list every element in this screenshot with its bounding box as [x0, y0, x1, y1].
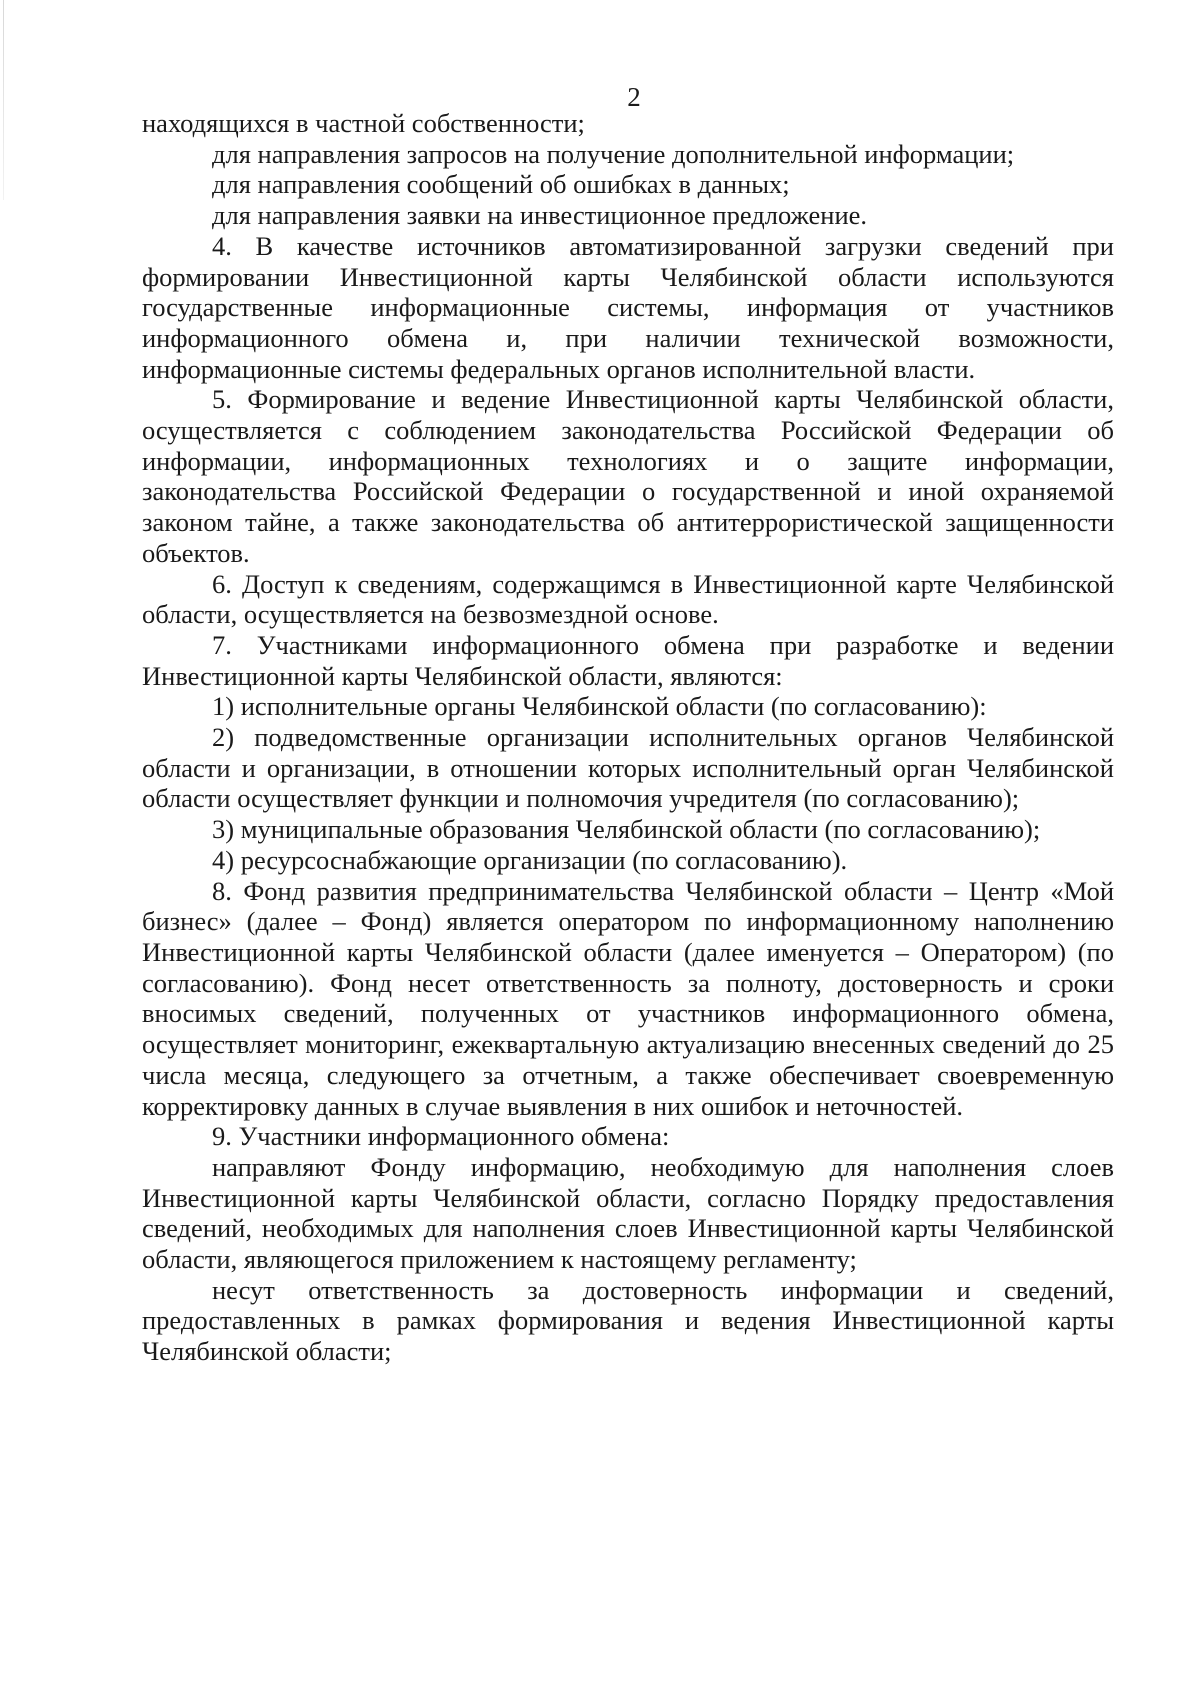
paragraph-7-item-1: 1) исполнительные органы Челябинской области (по согласованию): — [212, 691, 987, 722]
paragraph-7: 7. Участниками информационного обмена при разработке и ведении Инвестиционной карты Челябинской области, являются: — [142, 629, 1114, 691]
page-number: 2 — [627, 82, 641, 112]
list-item-application: для направления заявки на инвестиционное предложение. — [212, 200, 868, 231]
list-item-requests: для направления запросов на получение дополнительной информации; — [212, 138, 1015, 169]
paragraph-7-item-2: 2) подведомственные организации исполнительных органов Челябинской области и организации, в отношении которых исполнительный орган Челябинской области осуществляет функции и полномочия учредителя (по согласованию); — [142, 722, 1114, 814]
paragraph-continuation: находящихся в частной собственности; — [142, 108, 585, 138]
paragraph-7-item-4: 4) ресурсоснабжающие организации (по согласованию). — [212, 844, 848, 875]
paragraph-9: 9. Участники информационного обмена: — [212, 1121, 670, 1152]
paragraph-9-item-responsibility: несут ответственность за достоверность информации и сведений, предоставленных в рамках формирования и ведения Инвестиционной карты Челябинской области; — [142, 1274, 1114, 1367]
paragraph-6: 6. Доступ к сведениям, содержащимся в Инвестиционной карте Челябинской области, осуществляется на безвозмездной основе. — [142, 568, 1114, 630]
paragraph-7-item-3: 3) муниципальные образования Челябинской области (по согласованию); — [212, 814, 1041, 845]
paragraph-5: 5. Формирование и ведение Инвестиционной карты Челябинской области, осуществляется с соблюдением законодательства Российской Федерации об информации, информационных технологиях и о защите информации, законодательства Российской Федерации о государственной и иной охраняемой законом тайне, а также законодательства об антитеррористической защищенности объектов. — [142, 384, 1114, 568]
document-body — [142, 108, 1114, 1367]
paragraph-4: 4. В качестве источников автоматизированной загрузки сведений при формировании Инвестиционной карты Челябинской области используются государственные информационные системы, информация от участников информационного обмена и, при наличии технической возможности, информационные системы федеральных органов исполнительной власти. — [142, 230, 1114, 384]
paragraph-8: 8. Фонд развития предпринимательства Челябинской области – Центр «Мой бизнес» (далее – Фонд) является оператором по информационному наполнению Инвестиционной карты Челябинской области (далее именуется – Оператором) (по согласованию). Фонд несет ответственность за полноту, достоверность и сроки вносимых сведений, полученных от участников информационного обмена, осуществляет мониторинг, ежеквартальную актуализацию внесенных сведений до 25 числа месяца, следующего за отчетным, а также обеспечивает своевременную корректировку данных в случае выявления в них ошибок и неточностей. — [142, 875, 1114, 1121]
list-item-errors: для направления сообщений об ошибках в данных; — [212, 169, 790, 200]
paragraph-9-item-send: направляют Фонду информацию, необходимую для наполнения слоев Инвестиционной карты Челябинской области, согласно Порядку предоставления сведений, необходимых для наполнения слоев Инвестиционной карты Челябинской области, являющегося приложением к настоящему регламенту; — [142, 1151, 1114, 1275]
